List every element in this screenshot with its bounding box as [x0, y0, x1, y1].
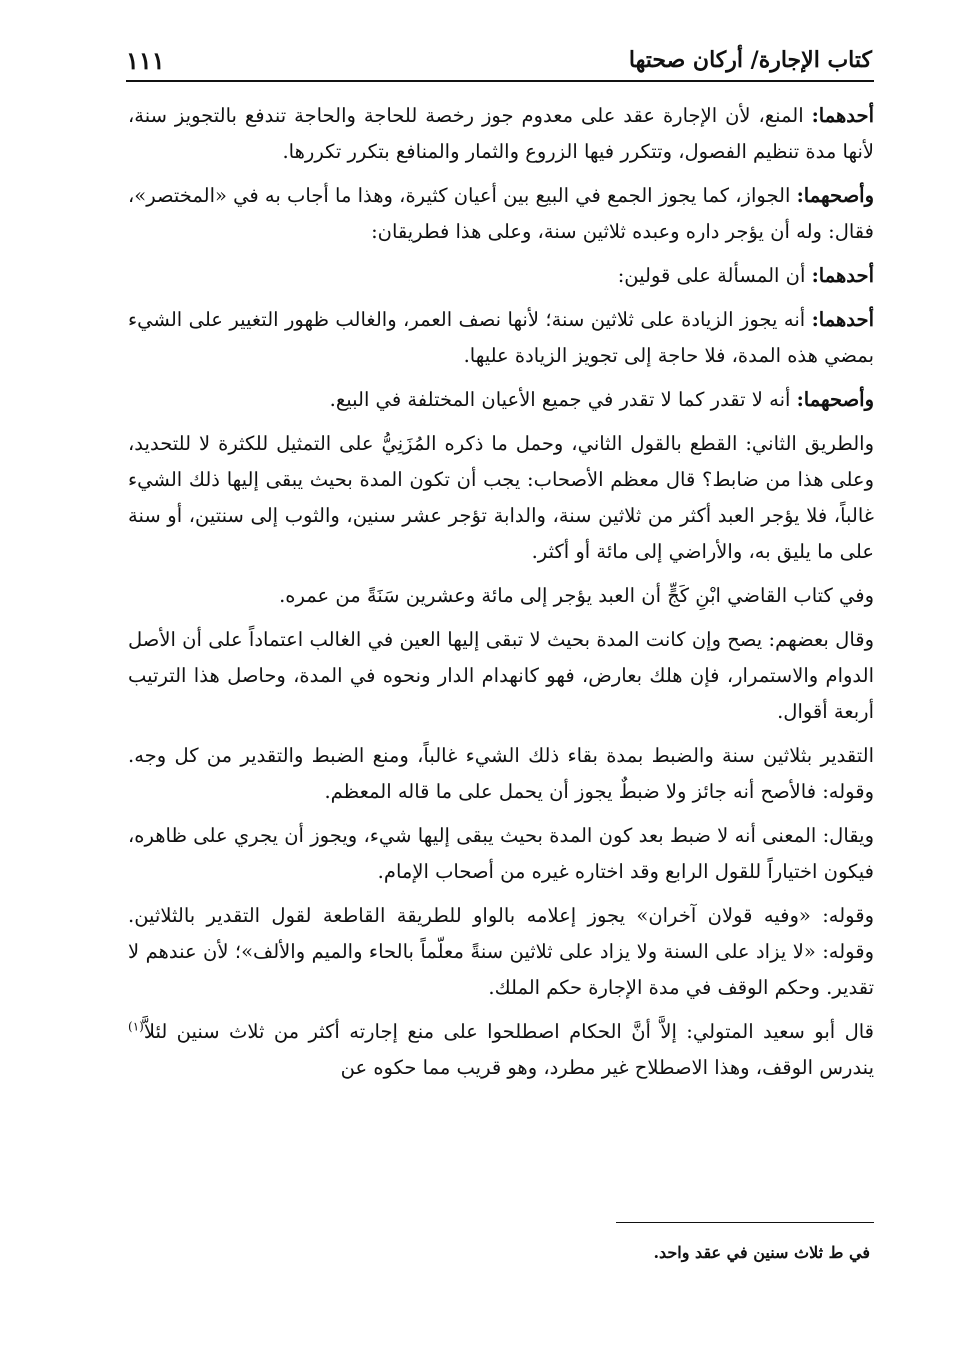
paragraph [128, 98, 874, 170]
paragraph-lead: وأصحهما: [796, 184, 874, 207]
page-number: ١١١ [126, 45, 165, 75]
paragraph-text: قال أبو سعيد المتولي: إلاَّ أنَّ الحكام اصطلحوا على منع إجارته أكثر من ثلاث سنين لئلاَّ [143, 1020, 874, 1043]
paragraph [128, 426, 874, 570]
page-header [126, 40, 872, 80]
paragraph-text: ويقال: المعنى أنه لا ضبط بعد كون المدة بحيث يبقى إليها شيء، ويجوز أن يجري على ظاهره، فيكون اختياراً للقول الرابع وقد اختاره غيره من أصحاب الإمام. [128, 824, 874, 883]
paragraph-text: وقال بعضهم: يصح وإن كانت المدة بحيث لا تبقى إليها العين في الغالب اعتماداً على أن الأصل الدوام والاستمرار، فإن هلك بعارض، فهو كانهدام الدار ونحوه في المدة، وحاصل هذا الترتيب أربعة أقوال. [128, 628, 874, 723]
paragraph-text: والطريق الثاني: القطع بالقول الثاني، وحمل ما ذكره المُزَنِيُّ على التمثيل للكثرة لا للتحديد، وعلى هذا من ضابط؟ قال معظم الأصحاب: يجب أن تكون المدة بحيث يبقى إليها ذلك الشيء غالباً، فلا يؤجر العبد أكثر من ثلاثين سنة، والدابة تؤجر عشر سنين، والثوب إلى سنتين، أو سنة على ما يليق به، والأراضي إلى مائة أو أكثر. [128, 432, 874, 563]
paragraph [128, 178, 874, 250]
footnote-rule [616, 1222, 874, 1223]
footnote-reference: (١) [128, 1019, 144, 1034]
paragraph [128, 1014, 874, 1086]
paragraph-text: وفي كتاب القاضي ابْنِ كَجٍّ أن العبد يؤجر إلى مائة وعشرين سَنَةً من عمره. [279, 584, 874, 607]
paragraph-lead: وأصحهما: [796, 388, 874, 411]
paragraph [128, 258, 874, 294]
paragraph-lead: أحدهما: [811, 104, 874, 127]
paragraph-text: أنه لا تقدر كما لا تقدر في جميع الأعيان المختلفة في البيع. [329, 388, 797, 411]
paragraph [128, 302, 874, 374]
footnote: في ط ثلاث سنين في عقد واحد. [653, 1243, 870, 1262]
paragraph [128, 738, 874, 810]
paragraph [128, 898, 874, 1006]
header-rule [126, 80, 874, 82]
paragraph-text: الجواز، كما يجوز الجمع في البيع بين أعيان كثيرة، وهذا ما أجاب به في «المختصر»، فقال: وله أن يؤجر داره وعبده ثلاثين سنة، وعلى هذا فطريقان: [128, 184, 874, 243]
paragraph-text: التقدير بثلاثين سنة والضبط بمدة بقاء ذلك الشيء غالباً، ومنع الضبط والتقدير من كل وجه. وقوله: فالأصح أنه جائز ولا ضبطٌ يجوز أن يحمل على ما قاله المعظم. [128, 744, 874, 803]
body-text [128, 98, 874, 1094]
paragraph-text: أنه يجوز الزيادة على ثلاثين سنة؛ لأنها نصف العمر، والغالب ظهور التغيير على الشيء بمضي هذه المدة، فلا حاجة إلى تجويز الزيادة عليها. [128, 308, 874, 367]
paragraph-text-continued: يندرس الوقف، وهذا الاصطلاح غير مطرد، وهو قريب مما حكوه عن [340, 1056, 874, 1079]
paragraph-text: وقوله: «وفيه قولان آخران» يجوز إعلامه بالواو للطريقة القاطعة لقول التقدير بالثلاثين. وقوله: «لا يزاد على السنة ولا يزاد على ثلاثين سنةً معلّماً بالحاء والميم والألف»؛ لأن عندهم لا تقدير. وحكم الوقف في مدة الإجارة حكم الملك. [128, 904, 874, 999]
paragraph-lead: أحدهما: [811, 264, 874, 287]
paragraph [128, 382, 874, 418]
paragraph [128, 622, 874, 730]
paragraph-text: أن المسألة على قولين: [617, 264, 812, 287]
paragraph [128, 578, 874, 614]
running-title: كتاب الإجارة/ أركان صحتها [628, 47, 872, 73]
paragraph-text: المنع، لأن الإجارة عقد على معدوم جوز رخصة للحاجة والحاجة تندفع بالتجويز سنة، لأنها مدة تنظيم الفصول، وتتكرر فيها الزروع والثمار والمنافع بتكرر تكررها. [128, 104, 874, 163]
paragraph [128, 818, 874, 890]
paragraph-lead: أحدهما: [811, 308, 874, 331]
